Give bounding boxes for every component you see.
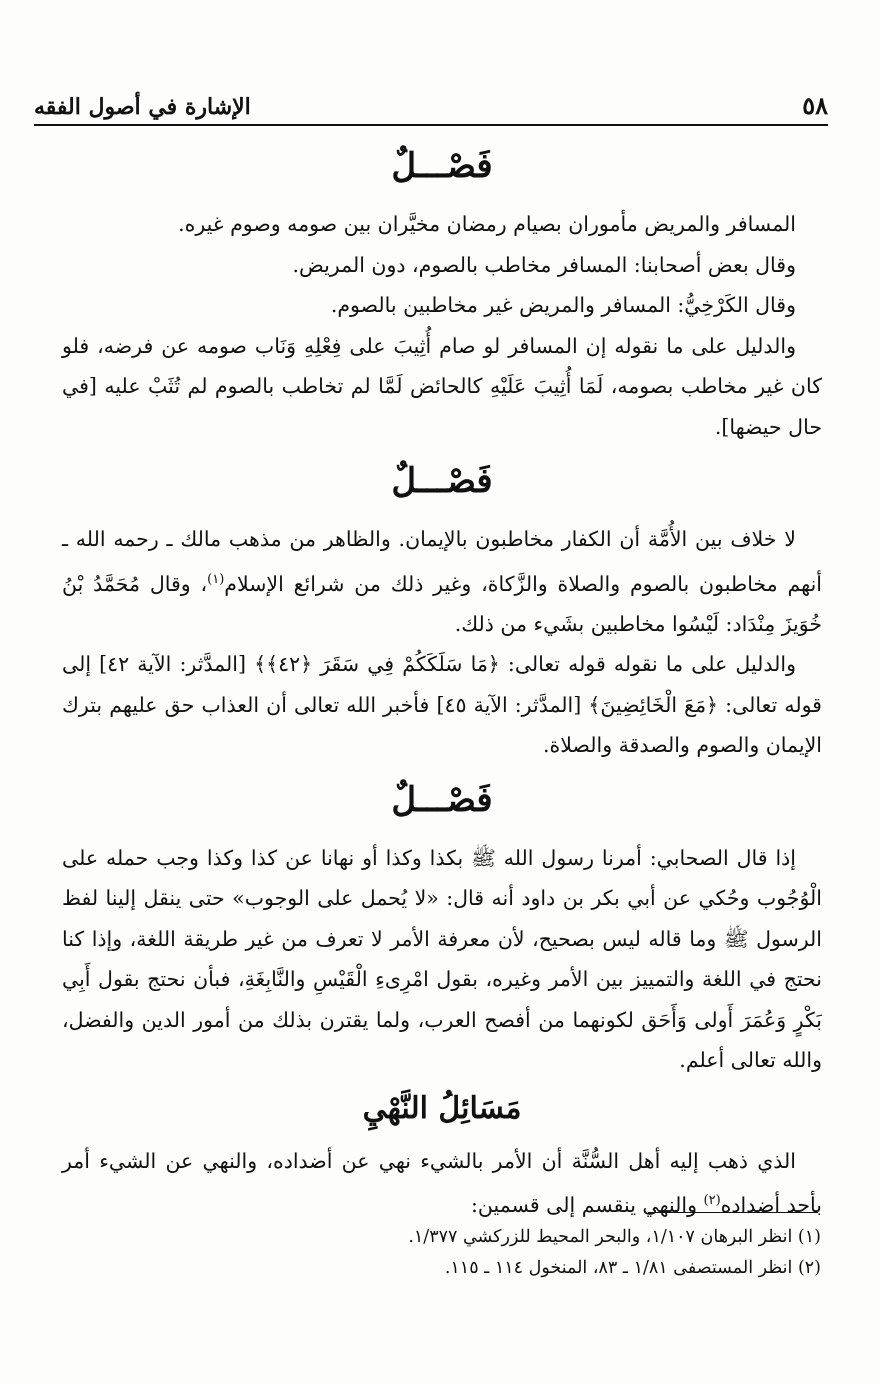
section-title-4: مَسَائِلُ النَّهْيِ: [362, 1090, 522, 1126]
paragraph-text: لا خلاف بين الأُمَّة أن الكفار مخاطبون بالإيمان. والظاهر من مذهب مالك ـ رحمه الله ـ أنهم مخاطبون بالصوم والصلاة والزَّكاة، وغير ذلك من شرائع الإسلام: [62, 527, 822, 596]
paragraph: [62, 519, 822, 644]
paragraph-text: والنهي ينقسم إلى قسمين:: [471, 1193, 704, 1218]
paragraph: وقال الكَرْخِيُّ: المسافر والمريض غير مخاطبين بالصوم.: [330, 293, 796, 317]
footnote-ref-1[interactable]: (١): [207, 571, 225, 587]
page-number: ٥٨: [802, 91, 828, 120]
section-title-1: فَصْـــلٌ: [391, 146, 493, 186]
footnote-1: (١) انظر البرهان ١/١٠٧، والبحر المحيط للزركشي ١/٣٧٧.: [408, 1227, 821, 1247]
page-body: [62, 132, 822, 1226]
paragraph: إذا قال الصحابي: أمرنا رسول الله ﷺ بكذا وكذا أو نهانا عن كذا وكذا وجب حمله على الْوُجُوب وحُكي عن أبي بكر بن داود أنه قال: «لا يُحمل على الوجوب» حتى ينقل إلينا لفظ الرسول ﷺ وما قاله ليس بصحيح، لأن معرفة الأمر لا تعرف من غير طريقة اللغة، وإذا كنا نحتج في اللغة والتمييز بين الأمر وغيره، بقول امْرِىءِ الْقَيْسِ والنَّابِغَةِ، فبأن نحتج بقول أَبِي بَكْرٍ وَعُمَرَ أَولى وَأَحَق لكونهما من أفصح العرب، ولما يقترن بذلك من أمور الدين والفضل، والله تعالى أعلم.: [62, 845, 822, 1073]
paragraph: والدليل على ما نقوله قوله تعالى: ﴿مَا سَلَكَكُمْ فِي سَقَرَ ﴿٤٢﴾﴾ [المدَّثر: الآية ٤٢] إلى قوله تعالى: ﴿مَعَ الْخَائِضِينَ﴾ [المدَّثر: الآية ٤٥] فأخبر الله تعالى أن العذاب حق عليهم بترك الإيمان والصوم والصدقة والصلاة.: [62, 652, 822, 758]
paragraph: والدليل على ما نقوله إن المسافر لو صام أُثِيبَ على فِعْلِهِ وَنَاب صومه عن فرضه، فلو كان غير مخاطب بصومه، لَمَا أُثِيبَ عَلَيْهِ كالحائض لَمَّا لم تخاطب بالصوم لم تُثَبْ عليه [في حال حيضها].: [62, 333, 822, 439]
footnote-2: (٢) انظر المستصفى ١/٨١ ـ ٨٣، المنخول ١١٤ ـ ١١٥.: [444, 1258, 821, 1278]
paragraph-text: الذي ذهب إليه أهل السُّنَّة أن الأمر بالشيء نهي عن أضداده، والنهي عن الشيء أمر بأحد أضداده: [62, 1148, 822, 1218]
paragraph: المسافر والمريض مأموران بصيام رمضان مخيَّران بين صومه وصوم غيره.: [178, 212, 796, 236]
paragraph: وقال بعض أصحابنا: المسافر مخاطب بالصوم، دون المريض.: [292, 252, 796, 277]
footnotes: [61, 1222, 821, 1284]
footnote-ref-2[interactable]: (٢): [703, 1193, 721, 1209]
paragraph-text: ، وقال مُحَمَّدُ بْنُ خُوَيزَ مِنْدَاد: لَيْسُوا مخاطبين بشَيء من ذلك.: [62, 571, 822, 636]
section-title-3: فَصْـــلٌ: [391, 779, 493, 820]
footnote-divider: [648, 1212, 818, 1213]
page-header: [34, 84, 828, 126]
running-title: الإشارة في أصول الفقه: [34, 94, 251, 120]
section-title-2: فَصْـــلٌ: [391, 461, 493, 501]
